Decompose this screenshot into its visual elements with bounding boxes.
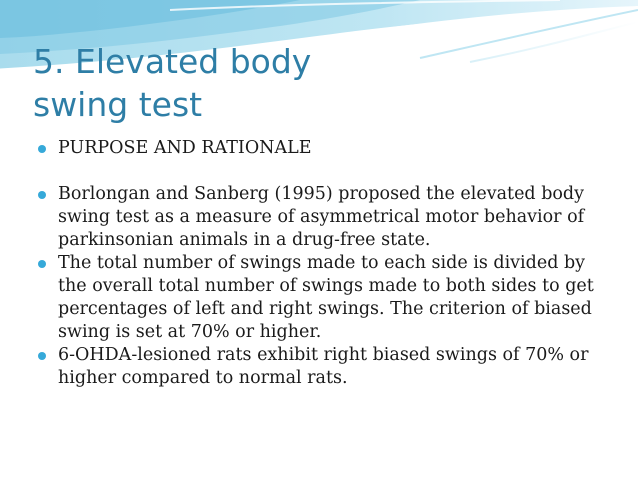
slide-title-line-1: 5. Elevated body: [33, 42, 312, 81]
bullet-dot-icon: [38, 352, 46, 360]
bullet-dot-icon: [38, 260, 46, 268]
slide-title: [33, 40, 453, 126]
slide-title-line-2: swing test: [33, 85, 203, 124]
bullet-item-swing-count: [38, 252, 608, 344]
bullet-list: [38, 137, 608, 390]
bullet-text: The total number of swings made to each side is divided by the overall total number of swings made to both sides to get percentages of left and right swings. The criterion of biased swing is set at 70% or higher.: [58, 253, 594, 342]
bullet-item-borlongan: [38, 183, 608, 252]
bullet-text: 6-OHDA-lesioned rats exhibit right biased swings of 70% or higher compared to normal rats.: [58, 345, 589, 388]
bullet-text: Borlongan and Sanberg (1995) proposed the elevated body swing test as a measure of asymmetrical motor behavior of parkinsonian animals in a drug-free state.: [58, 184, 585, 250]
bullet-dot-icon: [38, 191, 46, 199]
bullet-item-purpose: [38, 137, 608, 160]
bullet-text: PURPOSE AND RATIONALE: [58, 138, 312, 158]
bullet-dot-icon: [38, 145, 46, 153]
bullet-item-6ohda: [38, 344, 608, 390]
